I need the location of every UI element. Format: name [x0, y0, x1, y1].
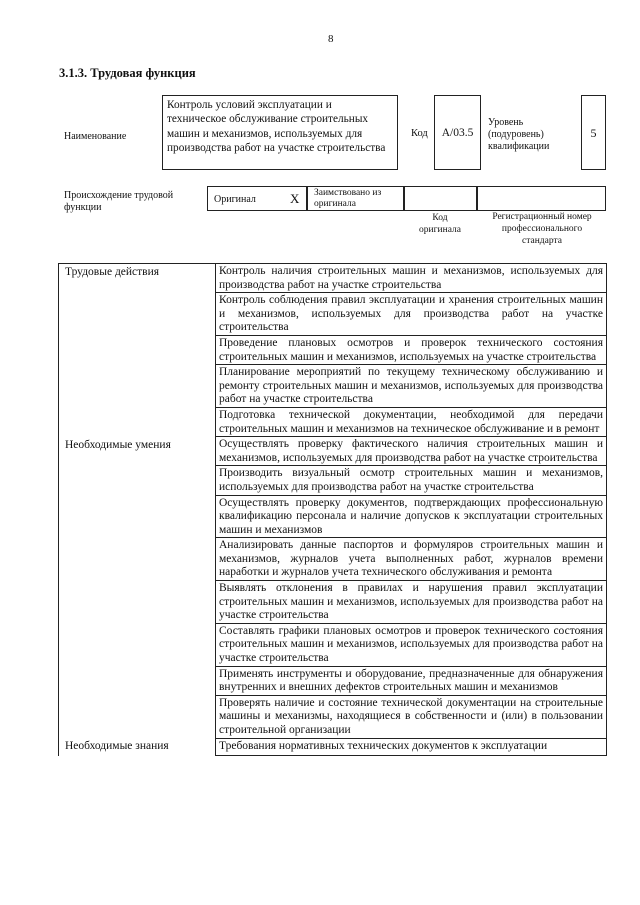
- reg-number-label: Регистрационный номер профессионального стандарта: [492, 212, 592, 246]
- table-row: [59, 264, 607, 293]
- original-mark: X: [290, 191, 300, 206]
- list-item: Требования нормативных технических документов к эксплуатации: [216, 738, 607, 756]
- level-label: Уровень (подуровень) квалификации: [488, 117, 550, 152]
- list-item: Осуществлять проверку фактического наличия строительных машин и механизмов, используемых для производства работ на участке строительства: [216, 437, 607, 466]
- list-item: Проведение плановых осмотров и проверок технического состояния строительных машин и механизмов, используемых на участке строительства: [216, 335, 607, 364]
- naming-label: Наименование: [64, 131, 127, 142]
- reg-number-cell: [477, 186, 606, 211]
- category-required-skills: Необходимые умения: [59, 437, 216, 738]
- list-item: Анализировать данные паспортов и формуляров строительных машин и механизмов, журналов учета выполненных работ, журналов времени наработки и журналов учета технического обслуживания и ремонта: [216, 538, 607, 581]
- list-item: Осуществлять проверку документов, подтверждающих профессиональную квалификацию персонала и наличие допусков к эксплуатации строительных машин и механизмов: [216, 495, 607, 538]
- original-cell: [207, 186, 307, 211]
- section-heading: 3.1.3. Трудовая функция: [59, 66, 196, 80]
- function-code: A/03.5: [434, 95, 481, 170]
- list-item: Производить визуальный осмотр строительных машин и механизмов, используемых для производства работ на участке строительства: [216, 466, 607, 495]
- list-item: Выявлять отклонения в правилах и нарушения правил эксплуатации строительных машин и механизмов, используемых для производства работ на участке строительства: [216, 581, 607, 624]
- borrowed-label: Заимствовано из оригинала: [314, 188, 382, 209]
- list-item: Проверять наличие и состояние технической документации на строительные машины и механизмы, находящиеся в собственности и (или) в пользовании строительной организации: [216, 695, 607, 738]
- category-required-knowledge: Необходимые знания: [59, 738, 216, 756]
- list-item: Планирование мероприятий по текущему техническому обслуживанию и ремонту строительных машин и механизмов, используемых для производства работ на участке строительства: [216, 365, 607, 408]
- list-item: Подготовка технической документации, необходимой для передачи строительных машин и механизмов на техническое обслуживание и в ремонт: [216, 407, 607, 436]
- page-number: 8: [328, 33, 334, 45]
- origin-label: Происхождение трудовой функции: [64, 190, 174, 213]
- qualification-level: 5: [581, 95, 606, 170]
- list-item: Составлять графики плановых осмотров и проверок технического состояния строительных машин и механизмов, используемых для производства работ на участке строительства: [216, 623, 607, 666]
- labor-function-table: [58, 263, 607, 756]
- list-item: Применять инструменты и оборудование, предназначенные для обнаружения внутренних и внешних дефектов строительных машин и механизмов: [216, 666, 607, 695]
- category-labor-actions: Трудовые действия: [59, 264, 216, 437]
- table-row: [59, 437, 607, 466]
- list-item: Контроль соблюдения правил эксплуатации и хранения строительных машин и механизмов, используемых для производства работ на участке строительства: [216, 293, 607, 336]
- list-item: Контроль наличия строительных машин и механизмов, используемых для производства работ на участке строительства: [216, 264, 607, 293]
- code-original-label: Код оригинала: [419, 213, 461, 235]
- table-row: [59, 738, 607, 756]
- code-original-cell: [404, 186, 477, 211]
- borrowed-cell: [307, 186, 404, 211]
- function-title: Контроль условий эксплуатации и техническое обслуживание строительных машин и механизмов, используемых для производства работ на участке строительства: [162, 95, 398, 170]
- original-label: Оригинал: [214, 194, 256, 205]
- code-label: Код: [411, 128, 428, 139]
